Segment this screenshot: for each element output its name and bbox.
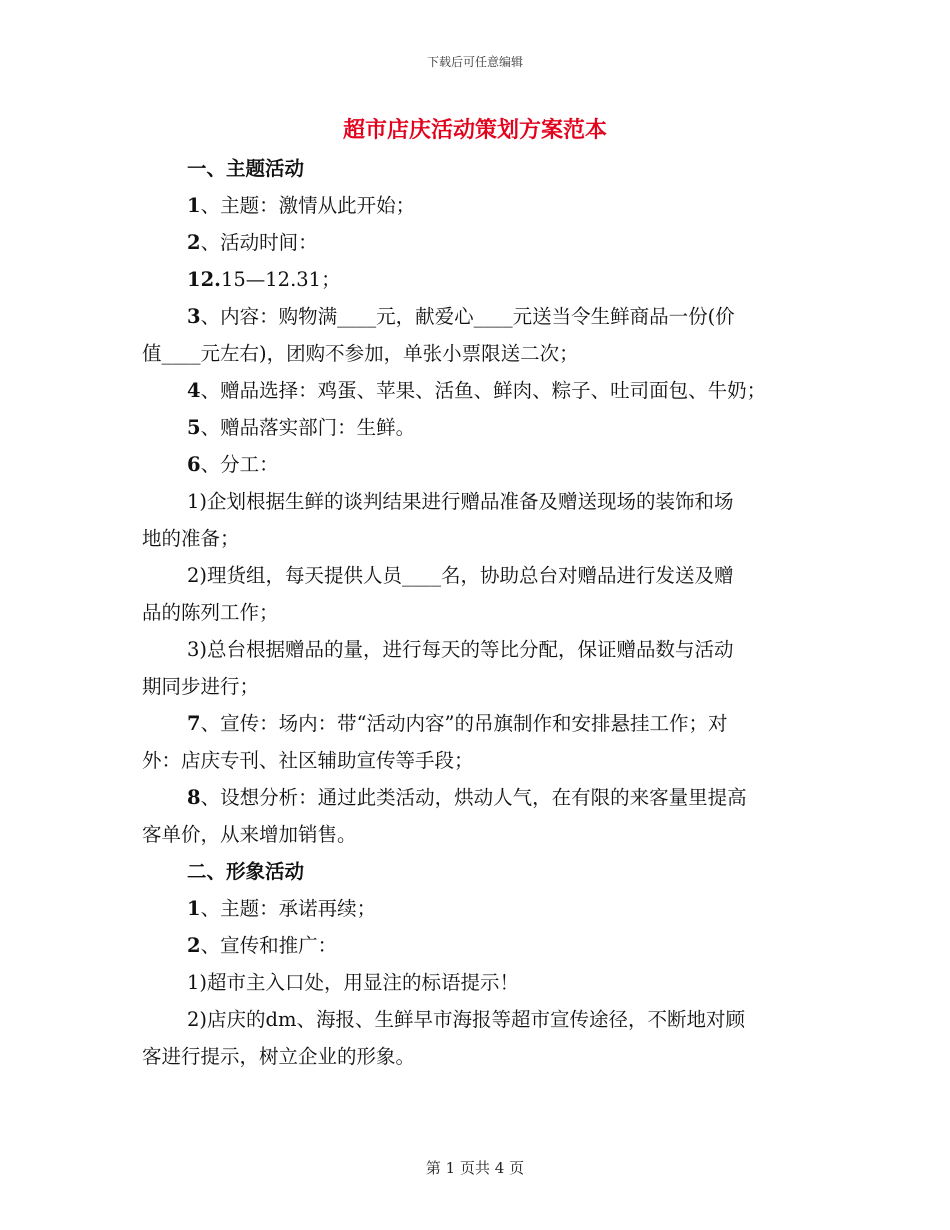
paragraph-text: 、内容：购物满____元，献爱心____元送当令生鲜商品一份(价: [200, 305, 735, 328]
item-number: 1: [187, 897, 201, 920]
paragraph-image-promotion: [142, 927, 822, 964]
paragraph-gift-department: [142, 409, 822, 446]
paragraph-theme: [142, 187, 822, 224]
paragraph-text: 、赠品选择：鸡蛋、苹果、活鱼、鲜肉、粽子、吐司面包、牛奶；: [200, 379, 767, 402]
section-heading-2: 二、形象活动: [187, 860, 305, 883]
paragraph-entrance: 1)超市主入口处，用显注的标语提示！: [187, 971, 520, 994]
paragraph-text: 、活动时间：: [200, 231, 318, 254]
paragraph-analysis-cont: 客单价，从来增加销售。: [142, 823, 357, 846]
paragraph-promotion: [142, 705, 822, 742]
paragraph-content: [142, 298, 822, 335]
paragraph-text: 、设想分析：通过此类活动，烘动人气，在有限的来客量里提高: [200, 786, 747, 809]
page-header: 下载后可任意编辑: [426, 55, 523, 69]
document-title: 超市店庆活动策划方案范本: [342, 117, 607, 143]
paragraph-text: 15—12.31；: [220, 268, 341, 291]
paragraph-stock-team: 2)理货组，每天提供人员____名，协助总台对赠品进行发送及赠: [187, 564, 734, 587]
paragraph-image-theme: [142, 890, 822, 927]
item-number: 12.: [187, 268, 221, 291]
paragraph-time: [142, 224, 822, 261]
paragraph-text: 、主题：承诺再续；: [200, 897, 377, 920]
paragraph-dm-cont: 客进行提示，树立企业的形象。: [142, 1045, 416, 1068]
paragraph-text: 、宣传：场内：带“活动内容”的吊旗制作和安排悬挂工作；对: [200, 712, 728, 735]
item-number: 2: [187, 934, 201, 957]
paragraph-analysis: [142, 779, 822, 816]
paragraph-promotion-cont: 外：店庆专刊、社区辅助宣传等手段；: [142, 749, 474, 772]
paragraph-text: 、主题：激情从此开始；: [200, 194, 416, 217]
item-number: 4: [187, 379, 201, 402]
document-body: [142, 150, 822, 1075]
page-footer: 第 1 页共 4 页: [425, 1159, 525, 1177]
paragraph-content-cont: 值____元左右)，团购不参加，单张小票限送二次；: [142, 342, 579, 365]
paragraph-division: [142, 446, 822, 483]
item-number: 1: [187, 194, 201, 217]
item-number: 5: [187, 416, 201, 439]
item-number: 2: [187, 231, 201, 254]
paragraph-date-range: [142, 261, 822, 298]
item-number: 3: [187, 305, 201, 328]
paragraph-text: 、赠品落实部门：生鲜。: [200, 416, 416, 439]
paragraph-front-desk-cont: 期同步进行；: [142, 675, 260, 698]
paragraph-planning-cont: 地的准备；: [142, 527, 240, 550]
section-heading-1: 一、主题活动: [187, 157, 305, 180]
paragraph-planning: 1)企划根据生鲜的谈判结果进行赠品准备及赠送现场的装饰和场: [187, 490, 734, 513]
paragraph-front-desk: 3)总台根据赠品的量，进行每天的等比分配，保证赠品数与活动: [187, 638, 734, 661]
paragraph-text: 、宣传和推广：: [200, 934, 338, 957]
item-number: 8: [187, 786, 201, 809]
item-number: 7: [187, 712, 201, 735]
item-number: 6: [187, 453, 201, 476]
paragraph-stock-team-cont: 品的陈列工作；: [142, 601, 279, 624]
paragraph-text: 、分工：: [200, 453, 279, 476]
paragraph-dm: 2)店庆的dm、海报、生鲜早市海报等超市宣传途径，不断地对顾: [187, 1008, 745, 1031]
paragraph-gift-selection: [142, 372, 822, 409]
